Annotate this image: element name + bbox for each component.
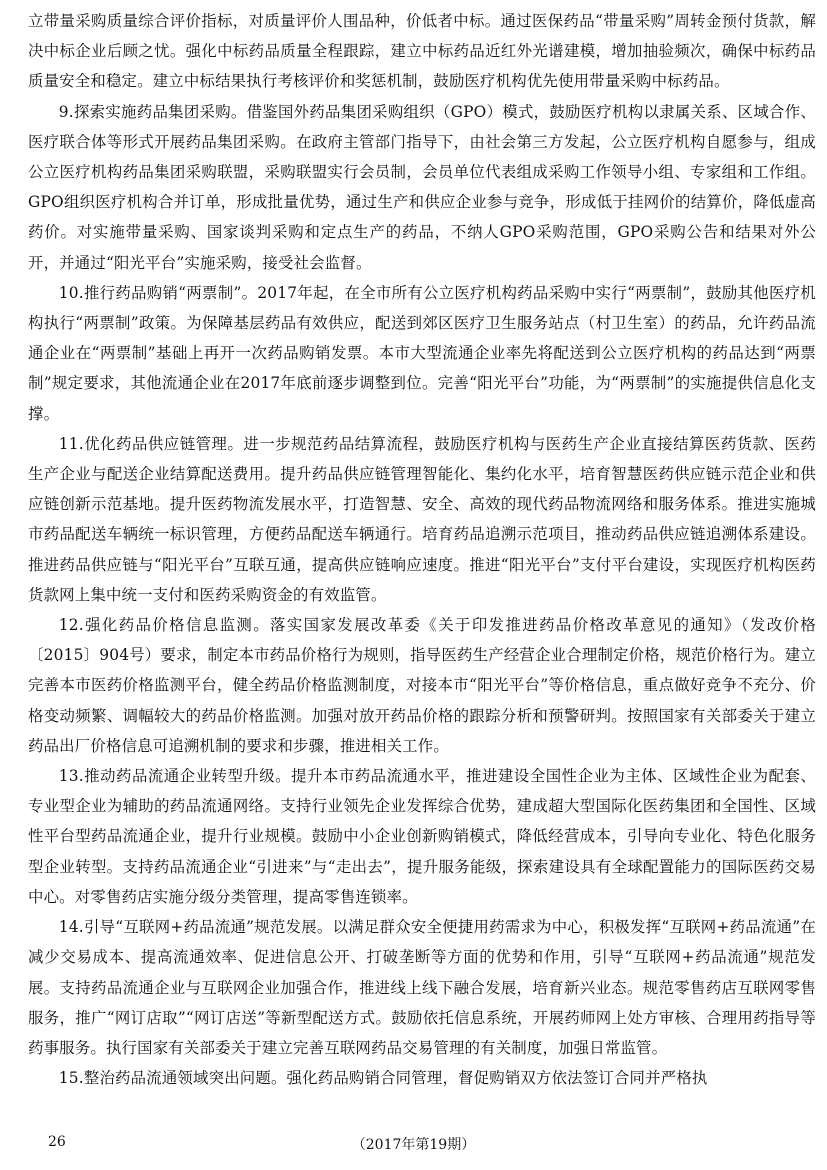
paragraph-continued: 立带量采购质量综合评价指标，对质量评价人围品种，价低者中标。通过医保药品“带量采购”周转金预付货款，解决中标企业后顾之忧。强化中标药品质量全程跟踪，建立中标药品近红外光谱建模，增加抽验频次，确保中标药品质量安全和稳定。建立中标结果执行考核评价和奖惩机制，鼓励医疗机构优先使用带量采购中标药品。: [28, 12, 816, 91]
issue-label: （2017年第19期）: [351, 1137, 476, 1153]
paragraph-item-10: 10.推行药品购销“两票制”。2017年起，在全市所有公立医疗机构药品采购中实行“两票制”，鼓励其他医疗机构执行“两票制”政策。为保障基层药品有效供应，配送到郊区医疗卫生服务站点（村卫生室）的药品，允许药品流通企业在“两票制”基础上再开一次药品购销发票。本市大型流通企业率先将配送到公立医疗机构的药品达到“两票制”规定要求，其他流通企业在2017年底前逐步调整到位。完善“阳光平台”功能，为“两票制”的实施提供信息化支撑。: [28, 283, 816, 423]
paragraph-item-11: 11.优化药品供应链管理。进一步规范药品结算流程，鼓励医疗机构与医药生产企业直接结算医药货款、医药生产企业与配送企业结算配送费用。提升药品供应链管理智能化、集约化水平，培育智慧医药供应链示范企业和供应链创新示范基地。提升医药物流发展水平，打造智慧、安全、高效的现代药品物流网络和服务体系。推进实施城市药品配送车辆统一标识管理，方便药品配送车辆通行。培育药品追溯示范项目，推动药品供应链追溯体系建设。推进药品供应链与“阳光平台”互联互通，提高供应链响应速度。推进“阳光平台”支付平台建设，实现医疗机构医药货款网上集中统一支付和医药采购资金的有效监管。: [28, 434, 816, 604]
paragraph-item-13: 13.推动药品流通企业转型升级。提升本市药品流通水平，推进建设全国性企业为主体、区域性企业为配套、专业型企业为辅助的药品流通网络。支持行业领先企业发挥综合优势，建成超大型国际化医药集团和全国性、区域性平台型药品流通企业，提升行业规模。鼓励中小企业创新购销模式，降低经营成本，引导向专业化、特色化服务型企业转型。支持药品流通企业“引进来”与“走出去”，提升服务能级，探索建设具有全球配置能力的国际医药交易中心。对零售药店实施分级分类管理，提高零售连锁率。: [28, 767, 816, 906]
paragraph-item-12: 12.强化药品价格信息监测。落实国家发展改革委《关于印发推进药品价格改革意见的通知》（发改价格〔2015〕904号）要求，制定本市药品价格行为规则，指导医药生产经营企业合理制定价格，规范价格行为。建立完善本市医药价格监测平台，健全药品价格监测制度，对接本市“阳光平台”等价格信息，重点做好竞争不充分、价格变动频繁、调幅较大的药品价格监测。加强对放开药品价格的跟踪分析和预警研判。按照国家有关部委关于建立药品出厂价格信息可追溯机制的要求和步骤，推进相关工作。: [28, 616, 816, 755]
page-number: 26: [48, 1134, 66, 1150]
document-body: [28, 6, 816, 1093]
paragraph-item-15: 15.整治药品流通领域突出问题。强化药品购销合同管理，督促购销双方依法签订合同并严格执: [58, 1069, 708, 1088]
page-footer: [0, 1134, 827, 1158]
paragraph-item-14: 14.引导“互联网+药品流通”规范发展。以满足群众安全便捷用药需求为中心，积极发挥“互联网+药品流通”在减少交易成本、提高流通效率、促进信息公开、打破垄断等方面的优势和作用，引导“互联网+药品流通”规范发展。支持药品流通企业与互联网企业加强合作，推进线上线下融合发展，培育新兴业态。规范零售药店互联网零售服务，推广“网订店取”“网订店送”等新型配送方式。鼓励依托信息系统，开展药师网上处方审核、合理用药指导等药事服务。执行国家有关部委关于建立完善互联网药品交易管理的有关制度，加强日常监管。: [28, 918, 816, 1057]
paragraph-item-9: 9.探索实施药品集团采购。借鉴国外药品集团采购组织（GPO）模式，鼓励医疗机构以隶属关系、区域合作、医疗联合体等形式开展药品集团采购。在政府主管部门指导下，由社会第三方发起，公立医疗机构自愿参与，组成公立医疗机构药品集团采购联盟，采购联盟实行会员制，会员单位代表组成采购工作领导小组、专家组和工作组。GPO组织医疗机构合并订单，形成批量优势，通过生产和供应企业参与竞争，形成低于挂网价的结算价，降低虚高药价。对实施带量采购、国家谈判采购和定点生产的药品，不纳人GPO采购范围，GPO采购公告和结果对外公开，并通过“阳光平台”实施采购，接受社会监督。: [28, 102, 816, 272]
